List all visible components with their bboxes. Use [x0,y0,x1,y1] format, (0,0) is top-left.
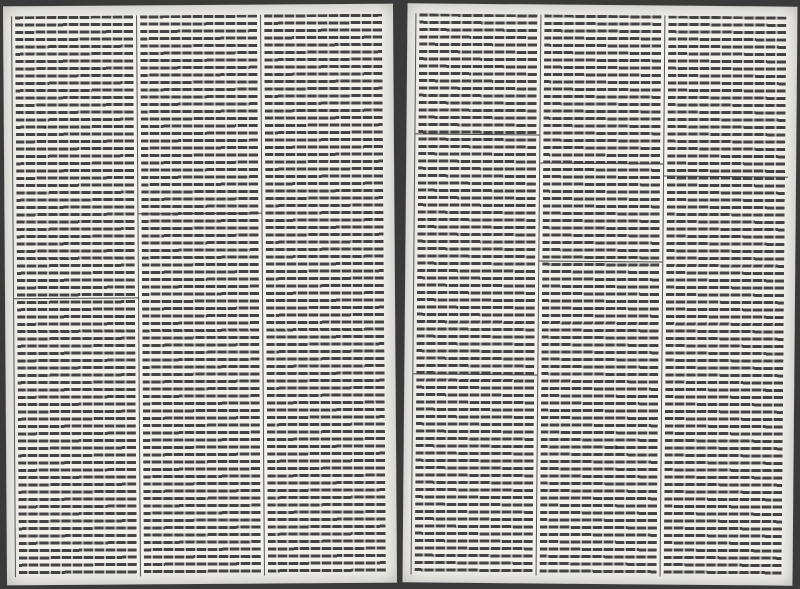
left-page-column-3 [11,15,140,577]
column-text-block [539,15,662,577]
column-text-block [140,15,262,577]
column-text-block [415,13,538,575]
column-text-block [264,14,386,576]
left-page-column-1 [260,14,389,576]
right-page [402,3,797,585]
left-page-column-2 [136,15,265,577]
left-page [3,4,397,586]
right-page-column-3 [411,13,541,575]
column-text-block [15,15,137,577]
column-text-block [664,16,787,578]
scan-speck [44,126,47,129]
scan-speck [614,445,618,449]
right-page-column-1 [660,16,790,578]
right-page-column-2 [535,14,665,576]
